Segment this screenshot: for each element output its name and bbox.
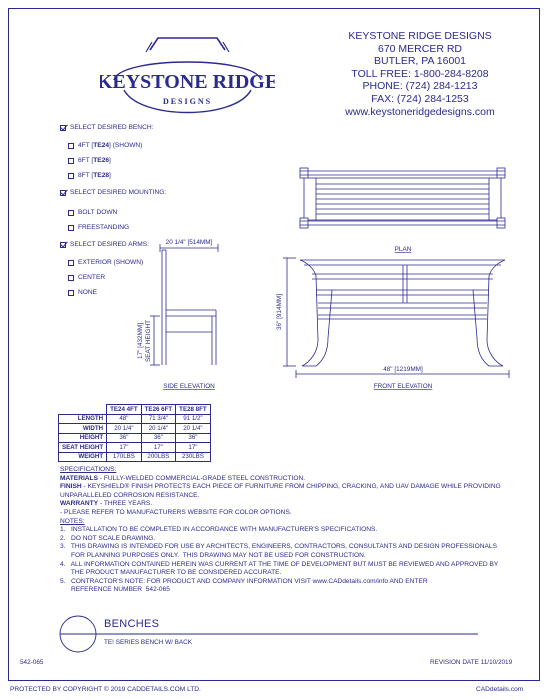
- drawing-id: 542-065: [20, 659, 44, 666]
- company-name: KEYSTONE RIDGE DESIGNS: [348, 30, 492, 42]
- table-header-row: TE24 4FT TE26 6FT TE28 8FT: [59, 405, 211, 415]
- option-exterior[interactable]: EXTERIOR (SHOWN): [68, 259, 143, 266]
- arms-heading: SELECT DESIRED ARMS:: [70, 241, 150, 248]
- caddetails-link[interactable]: CADdetails.com: [476, 686, 524, 693]
- table-row: HEIGHT 36" 36" 36": [59, 433, 211, 443]
- option-none[interactable]: NONE: [68, 289, 97, 296]
- spec-materials: MATERIALS - FULLY-WELDED COMMERCIAL-GRADE STEEL CONSTRUCTION.: [60, 474, 306, 482]
- front-elevation: [283, 258, 509, 378]
- spec-color: - PLEASE REFER TO MANUFACTURERS WEBSITE FOR COLOR OPTIONS.: [60, 508, 292, 516]
- note-item: 2. DO NOT SCALE DRAWING.: [60, 534, 156, 542]
- logo-sub-text: DESIGNS: [162, 97, 213, 106]
- option-bolt-down[interactable]: BOLT DOWN: [68, 209, 117, 216]
- company-fax: FAX: (724) 284-1253: [371, 92, 469, 105]
- spec-finish: FINISH - KEYSHIELD® FINISH PROTECTS EACH PIECE OF FURNITURE FROM CHIPPING, CRACKING, AND UAV DAMAGE WHILE PROVIDING: [60, 483, 501, 491]
- option-bench-8ft[interactable]: 8FT [ TE28 ]: [68, 172, 111, 179]
- option-center[interactable]: CENTER: [68, 274, 105, 281]
- table-row: LENGTH 48" 71 3/4" 91 1/2": [59, 414, 211, 424]
- dim-length-text: 48" [1219MM]: [383, 366, 423, 373]
- company-address2: BUTLER, PA 16001: [373, 55, 467, 68]
- dimension-table: [58, 404, 211, 462]
- table-row: SEAT HEIGHT 17" 17" 17": [59, 443, 211, 453]
- side-elevation-label: SIDE ELEVATION: [163, 383, 215, 390]
- specifications-heading: SPECIFICATIONS:: [60, 466, 117, 473]
- plan-view: [300, 168, 505, 228]
- note-item: 3. THIS DRAWING IS INTENDED FOR USE BY ARCHITECTS, ENGINEERS, CONTRACTORS, CONSULTANTS AND DESIGN PROFESSIONALS: [60, 543, 497, 551]
- spec-warranty: WARRANTY - THREE YEARS.: [60, 500, 153, 508]
- option-bench-4ft[interactable]: 4FT [ TE24 ] (SHOWN): [68, 142, 142, 149]
- drawing-title: BENCHES: [104, 618, 160, 630]
- company-address1: 670 MERCER RD: [377, 42, 463, 55]
- option-bench-6ft[interactable]: 6FT [ TE26 ]: [68, 157, 111, 164]
- option-freestanding[interactable]: FREESTANDING: [68, 224, 129, 231]
- table-row: WIDTH 20 1/4" 20 1/4" 20 1/4": [59, 424, 211, 434]
- note-item: REFERENCE NUMBER 542-065: [60, 586, 170, 594]
- note-item: 5. CONTRACTOR'S NOTE: FOR PRODUCT AND COMPANY INFORMATION VISIT www.CADdetails.com/info AND ENTER: [60, 577, 428, 585]
- logo-main-text: KEYSTONE RIDGE: [100, 71, 275, 93]
- notes-heading: NOTES:: [60, 517, 85, 525]
- dim-seat-text: 17" [432MM]: [137, 322, 144, 360]
- revision-date: REVISION DATE 11/10/2019: [430, 659, 513, 666]
- company-website[interactable]: www.keystoneridgedesigns.com: [345, 105, 495, 118]
- plan-label: PLAN: [394, 246, 412, 253]
- note-item: FOR PLANNING PURPOSES ONLY. THIS DRAWING MAY NOT BE USED FOR CONSTRUCTION.: [60, 551, 366, 559]
- dim-width-text: 20 1/4" [514MM]: [165, 239, 213, 246]
- dim-height-text: 36" [914MM]: [276, 293, 283, 331]
- bench-heading: SELECT DESIRED BENCH:: [70, 124, 154, 131]
- note-item: 1. INSTALLATION TO BE COMPLETED IN ACCORDANCE WITH MANUFACTURER'S SPECIFICATIONS.: [60, 526, 378, 534]
- table-row: WEIGHT 170LBS 200LBS 230LBS: [59, 452, 211, 462]
- front-elevation-label: FRONT ELEVATION: [373, 383, 433, 390]
- note-item: THE PRODUCT MANUFACTURER TO BE CONSIDERED ACCURATE.: [60, 569, 282, 577]
- company-phone: PHONE: (724) 284-1213: [362, 80, 478, 93]
- copyright-text: PROTECTED BY COPYRIGHT © 2019 CADDETAILS.COM LTD.: [10, 686, 201, 693]
- note-item: 4. ALL INFORMATION CONTAINED HEREIN WAS CURRENT AT THE TIME OF DEVELOPMENT BUT MUST BE REVIEWED AND APPROVED BY: [60, 560, 499, 568]
- mounting-heading: SELECT DESIRED MOUNTING:: [70, 189, 167, 196]
- spec-finish-cont: UNPARALLELED CORROSION RESISTANCE.: [60, 491, 200, 499]
- dim-seat-label: SEAT HEIGHT: [145, 319, 152, 363]
- side-elevation: [150, 244, 218, 365]
- drawing-subtitle: TE! SERIES BENCH W/ BACK: [104, 639, 193, 646]
- specifications-block: [60, 466, 530, 595]
- company-tollfree: TOLL FREE: 1-800-284-8208: [351, 67, 489, 80]
